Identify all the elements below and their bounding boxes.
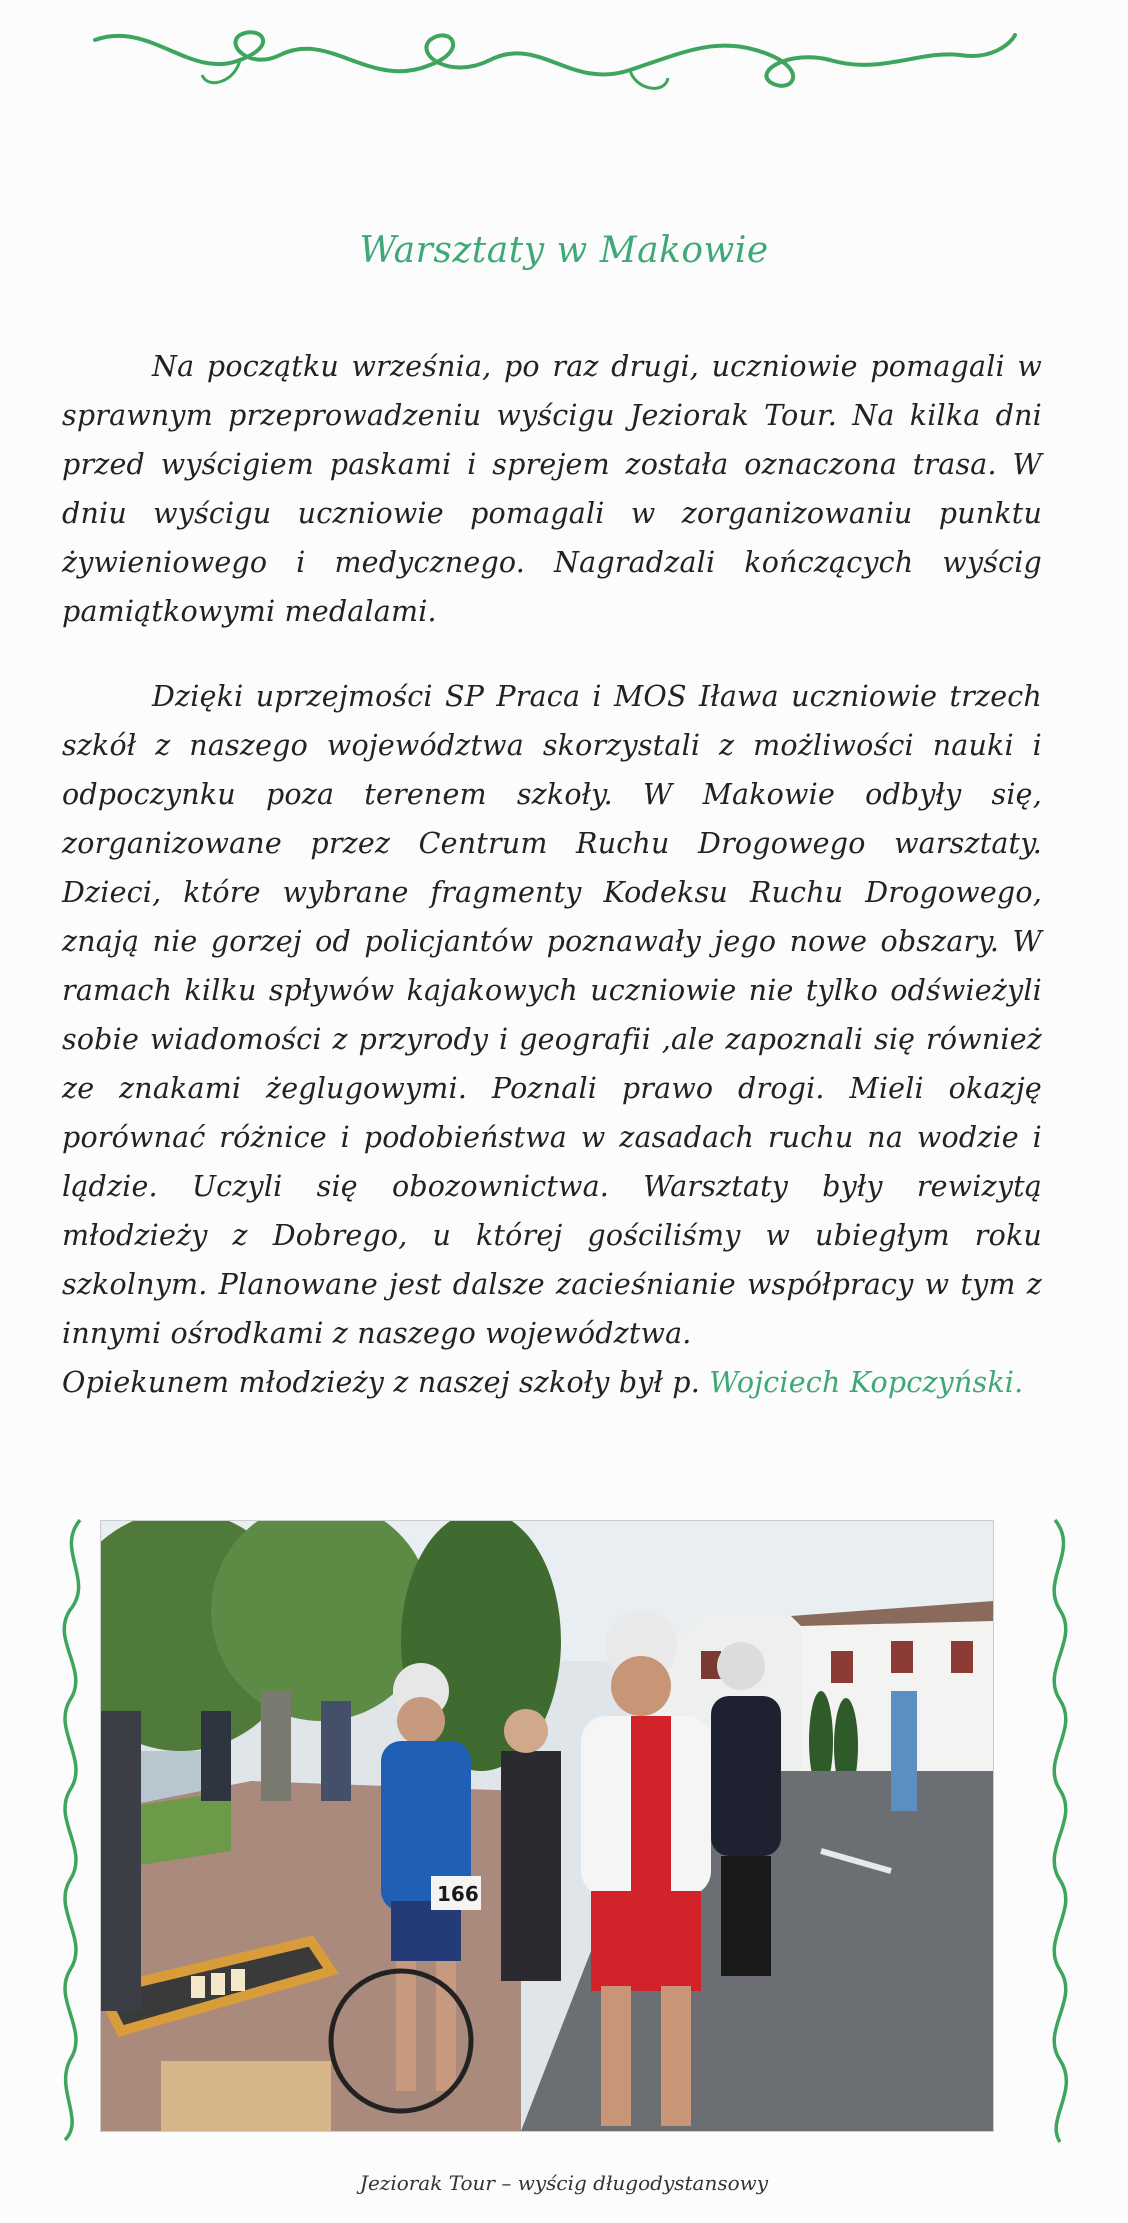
paragraph-2-block	[62, 672, 1042, 1407]
teacher-name: Wojciech Kopczyński	[709, 1366, 1015, 1399]
race-number: 166	[437, 1882, 479, 1906]
race-photo	[100, 1520, 994, 2132]
top-swirl-ornament	[90, 20, 1020, 110]
race-photo-illustration	[101, 1521, 993, 2131]
paragraph-3	[62, 1358, 1042, 1407]
page-title: Warsztaty w Makowie	[359, 230, 769, 271]
teacher-name-period: .	[1014, 1366, 1024, 1399]
paragraph-2: Dzięki uprzejmości SP Praca i MOS Iława uczniowie trzech szkół z naszego województwa skorzystali z możliwości nauki i odpoczynku poza terenem szkoły. W Makowie odbyły się, zorganizowane przez Centrum Ruchu Drogowego warsztaty. Dzieci, które wybrane fragmenty Kodeksu Ruchu Drogowego, znają nie gorzej od policjantów poznawały jego nowe obszary. W ramach kilku spływów kajakowych uczniowie nie tylko odświeżyli sobie wiadomości z przyrody i geografii ,ale zapoznali się również ze znakami żeglugowymi. Poznali prawo drogi. Mieli okazję porównać różnice i podobieństwa w zasadach ruchu na wodzie i lądzie. Uczyli się obozownictwa. Warsztaty były rewizytą młodzieży z Dobrego, u której gościliśmy w ubiegłym roku szkolnym. Planowane jest dalsze zacieśnianie współpracy w tym z innymi ośrodkami z naszego województwa.	[62, 680, 1042, 1350]
paragraph-1: Na początku września, po raz drugi, uczniowie pomagali w sprawnym przeprowadzeniu wyścigu Jeziorak Tour. Na kilka dni przed wyścigiem paskami i sprejem została oznaczona trasa. W dniu wyścigu uczniowie pomagali w zorganizowaniu punktu żywieniowego i medycznego. Nagradzali kończących wyścig pamiątkowymi medalami.	[62, 350, 1042, 628]
paragraph-3-text: Opiekunem młodzieży z naszej szkoły był p.	[62, 1366, 701, 1399]
photo-caption: Jeziorak Tour – wyścig długodystansowy	[359, 2171, 769, 2195]
